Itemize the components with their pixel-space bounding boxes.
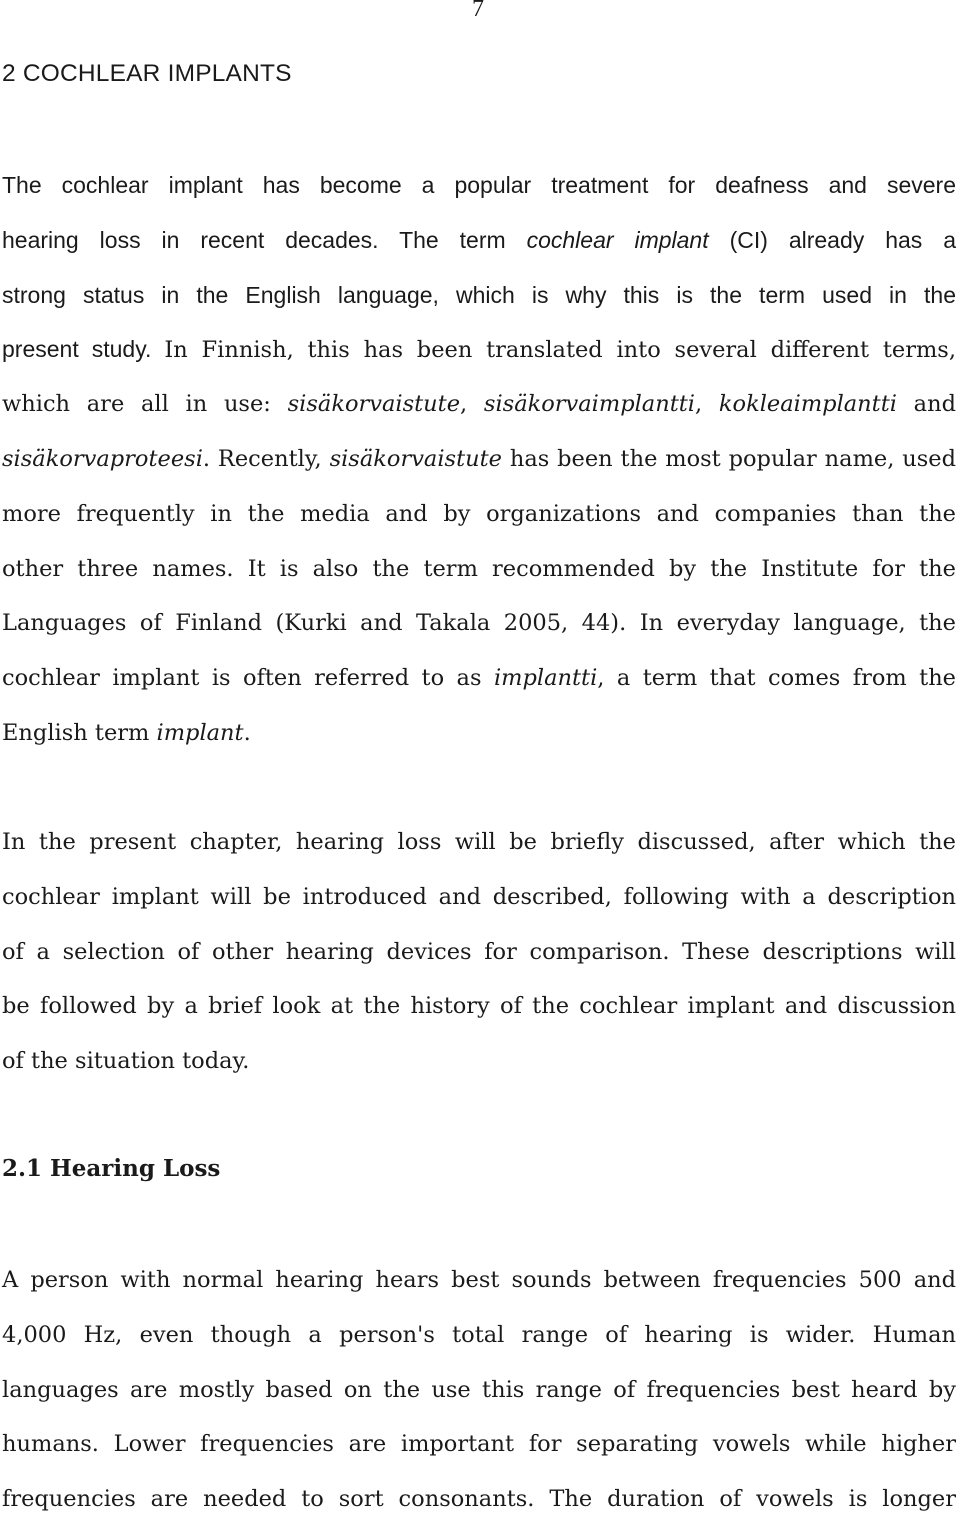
text-span: which are all in use: [2,391,288,418]
text-line: frequencies are needed to sort consonants. The duration of vowels is longer [2,1486,956,1513]
text-span: English term [2,719,157,746]
text-span: hearing loss in recent decades. The term [2,226,527,253]
text-line [2,651,956,706]
text-line [2,432,956,487]
section-title: 2.1 Hearing Loss [2,1155,221,1182]
text-line: humans. Lower frequencies are important for separating vowels while higher [2,1431,956,1458]
term-italic: kokleaimplantti [718,391,897,418]
text-line [2,322,956,377]
page-number: 7 [472,0,484,22]
text-span: , [460,391,484,418]
text-line [2,377,956,432]
text-line: The cochlear implant has become a popular treatment for deafness and severe [2,172,956,198]
text-line: Languages of Finland (Kurki and Takala 2005, 44). In everyday language, the [2,610,956,637]
term-italic: implantti [493,665,598,692]
text-span: and [896,391,956,418]
text-line: more frequently in the media and by organizations and companies than the [2,500,956,527]
text-span: , [695,391,719,418]
term-italic: sisäkorvaistute [329,445,502,472]
chapter-overview-paragraph [2,815,956,1089]
text-line: A person with normal hearing hears best sounds between frequencies 500 and [2,1267,956,1293]
intro-paragraph [2,158,956,761]
text-line: of the situation today. [2,1048,250,1075]
text-line: In the present chapter, hearing loss will be briefly discussed, after which the [2,829,956,855]
text-span: present study. [2,336,165,363]
term-italic: sisäkorvaproteesi [2,445,203,472]
text-line [2,213,956,268]
text-line: be followed by a brief look at the history of the cochlear implant and discussion [2,993,956,1020]
text-span: , a term that comes from the [597,665,956,692]
term-italic: implant [156,719,244,746]
text-span: In Finnish, this has been translated into several different terms, [164,337,956,364]
text-span: . [243,719,251,746]
text-span: has been the most popular name, used [501,445,956,472]
term-italic: sisäkorvaistute [287,391,461,418]
text-line: 4,000 Hz, even though a person's total range of hearing is wider. Human [2,1321,956,1348]
text-line [2,706,956,761]
text-span: (CI) already has a [708,226,957,253]
text-line: strong status in the English language, which is why this is the term used in the [2,281,956,308]
hearing-loss-paragraph [2,1253,956,1527]
term-italic: cochlear implant [526,226,709,253]
text-span: . Recently, [202,445,330,472]
text-span: cochlear implant is often referred to as [2,665,494,692]
text-line: cochlear implant will be introduced and described, following with a description [2,883,956,910]
text-line: of a selection of other hearing devices for comparison. These descriptions will [2,938,956,965]
term-italic: sisäkorvaimplantti [483,391,695,418]
text-line: languages are mostly based on the use this range of frequencies best heard by [2,1376,956,1403]
text-line: other three names. It is also the term recommended by the Institute for the [2,555,956,582]
chapter-title: 2 COCHLEAR IMPLANTS [2,60,292,87]
